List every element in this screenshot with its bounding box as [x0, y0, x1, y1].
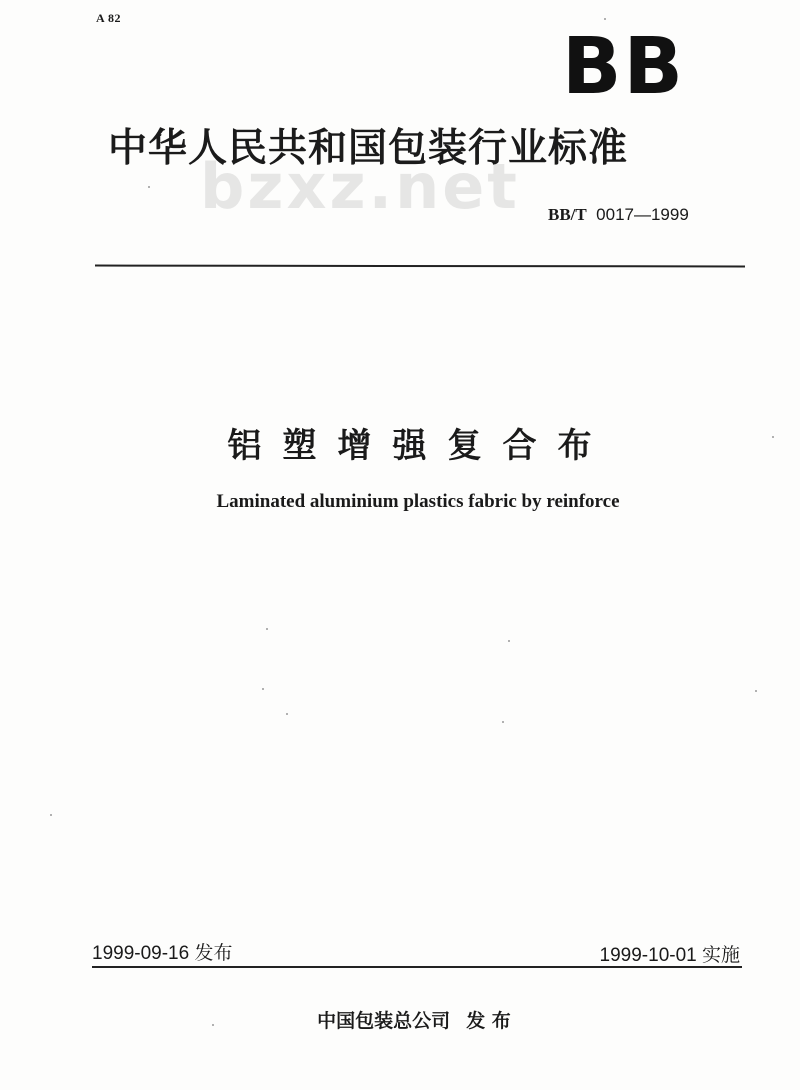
standard-number-value: 0017—1999 — [596, 205, 689, 224]
watermark-text: bzxz.net — [200, 150, 520, 223]
scan-speck — [604, 18, 606, 20]
document-title-english: Laminated aluminium plastics fabric by reinforce — [216, 491, 620, 512]
scan-speck — [508, 640, 510, 642]
publisher-line — [0, 1006, 800, 1033]
scan-speck — [266, 628, 268, 630]
publisher-action: 发 布 — [466, 1010, 511, 1032]
top-divider — [95, 265, 745, 268]
bottom-divider — [92, 966, 742, 968]
scan-speck — [755, 690, 757, 692]
scan-speck — [212, 1024, 214, 1026]
classification-code: A 82 — [96, 11, 122, 25]
scan-speck — [286, 713, 288, 715]
scan-speck — [50, 814, 52, 816]
standard-body-title: 中华人民共和国包装行业标准 — [108, 126, 629, 171]
scan-speck — [148, 186, 150, 188]
scan-speck — [772, 436, 774, 438]
document-title-chinese: 铝塑增强复合布 — [227, 426, 613, 466]
standard-number-prefix: BB/T — [548, 205, 587, 224]
publisher-name: 中国包装总公司 — [317, 1010, 451, 1032]
issue-date: 1999-09-16 发布 — [92, 943, 233, 964]
implementation-date: 1999-10-01 实施 — [599, 945, 740, 966]
scan-speck — [262, 688, 264, 690]
scan-speck — [502, 721, 504, 723]
standard-mark-logo: BB — [562, 22, 685, 112]
standard-number — [548, 205, 689, 225]
